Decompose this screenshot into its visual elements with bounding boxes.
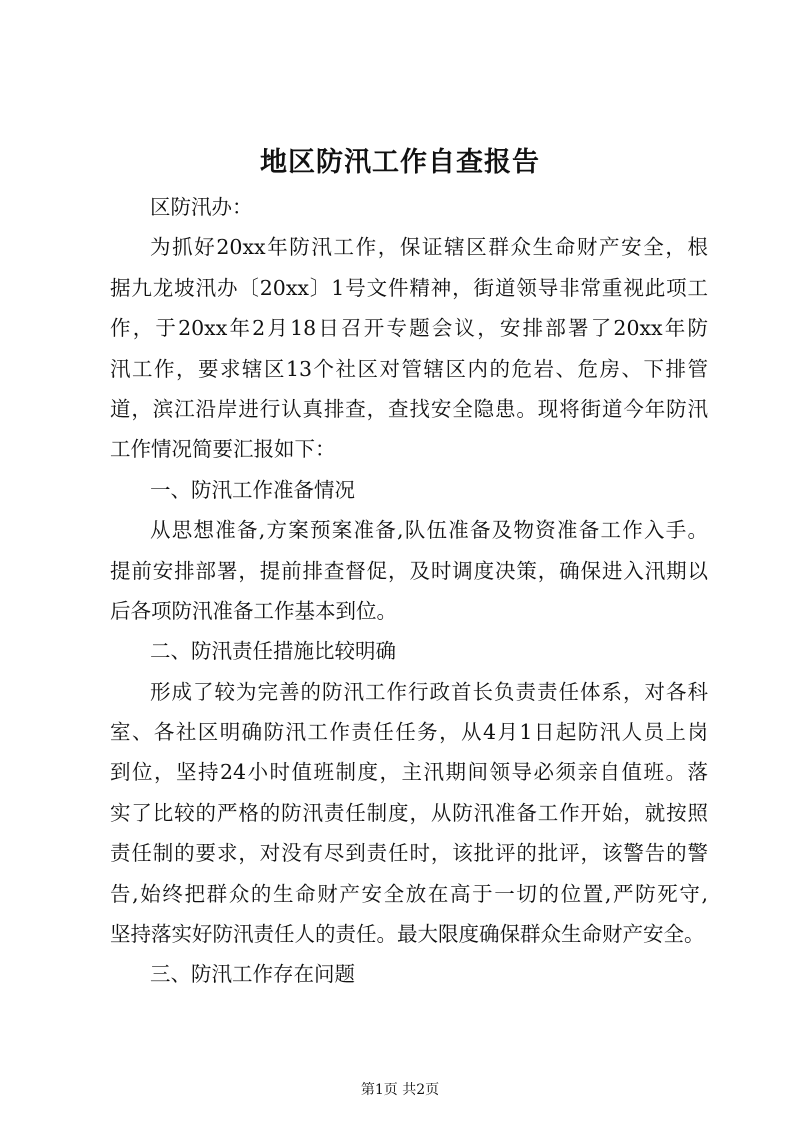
section-heading: 二、防汛责任措施比较明确 bbox=[150, 639, 396, 664]
section-heading: 一、防汛工作准备情况 bbox=[150, 477, 355, 502]
page-title: 地区防汛工作自查报告 bbox=[260, 147, 540, 178]
paragraph-line: 形成了较为完善的防汛工作行政首长负责责任体系，对各科 bbox=[150, 679, 708, 704]
document-body bbox=[110, 187, 708, 995]
salutation-line: 区防汛办： bbox=[150, 195, 253, 219]
paragraph-line: 为抓好20xx年防汛工作，保证辖区群众生命财产安全，根 bbox=[150, 235, 708, 260]
paragraph-line: 作，于20xx年2月18日召开专题会议，安排部署了20xx年防 bbox=[110, 316, 708, 341]
paragraph-line: 汛工作，要求辖区13个社区对管辖区内的危岩、危房、下排管 bbox=[110, 356, 708, 381]
paragraph-line: 实了比较的严格的防汛责任制度，从防汛准备工作开始，就按照 bbox=[110, 800, 708, 825]
paragraph-line: 工作情况简要汇报如下： bbox=[110, 437, 336, 462]
paragraph-line: 后各项防汛准备工作基本到位。 bbox=[110, 598, 397, 623]
paragraph-line: 据九龙坡汛办〔20xx〕1号文件精神，街道领导非常重视此项工 bbox=[110, 275, 708, 300]
section-heading: 三、防汛工作存在问题 bbox=[150, 962, 355, 987]
paragraph-line: 从思想准备,方案预案准备,队伍准备及物资准备工作入手。 bbox=[150, 518, 708, 543]
paragraph-line: 提前安排部署，提前排查督促，及时调度决策，确保进入汛期以 bbox=[110, 558, 708, 583]
paragraph-line: 责任制的要求，对没有尽到责任时，该批评的批评，该警告的警 bbox=[110, 841, 708, 866]
paragraph-line: 道，滨江沿岸进行认真排查，查找安全隐患。现将街道今年防汛 bbox=[110, 396, 708, 421]
paragraph-line: 到位，坚持24小时值班制度，主汛期间领导必须亲自值班。落 bbox=[110, 760, 708, 785]
page-footer: 第1页 共2页 bbox=[360, 1082, 440, 1098]
paragraph-line: 坚持落实好防汛责任人的责任。最大限度确保群众生命财产安全。 bbox=[110, 922, 705, 947]
paragraph-line: 告,始终把群众的生命财产安全放在高于一切的位置,严防死守, bbox=[110, 881, 708, 906]
paragraph-line: 室、各社区明确防汛工作责任任务，从4月1日起防汛人员上岗 bbox=[110, 720, 708, 745]
